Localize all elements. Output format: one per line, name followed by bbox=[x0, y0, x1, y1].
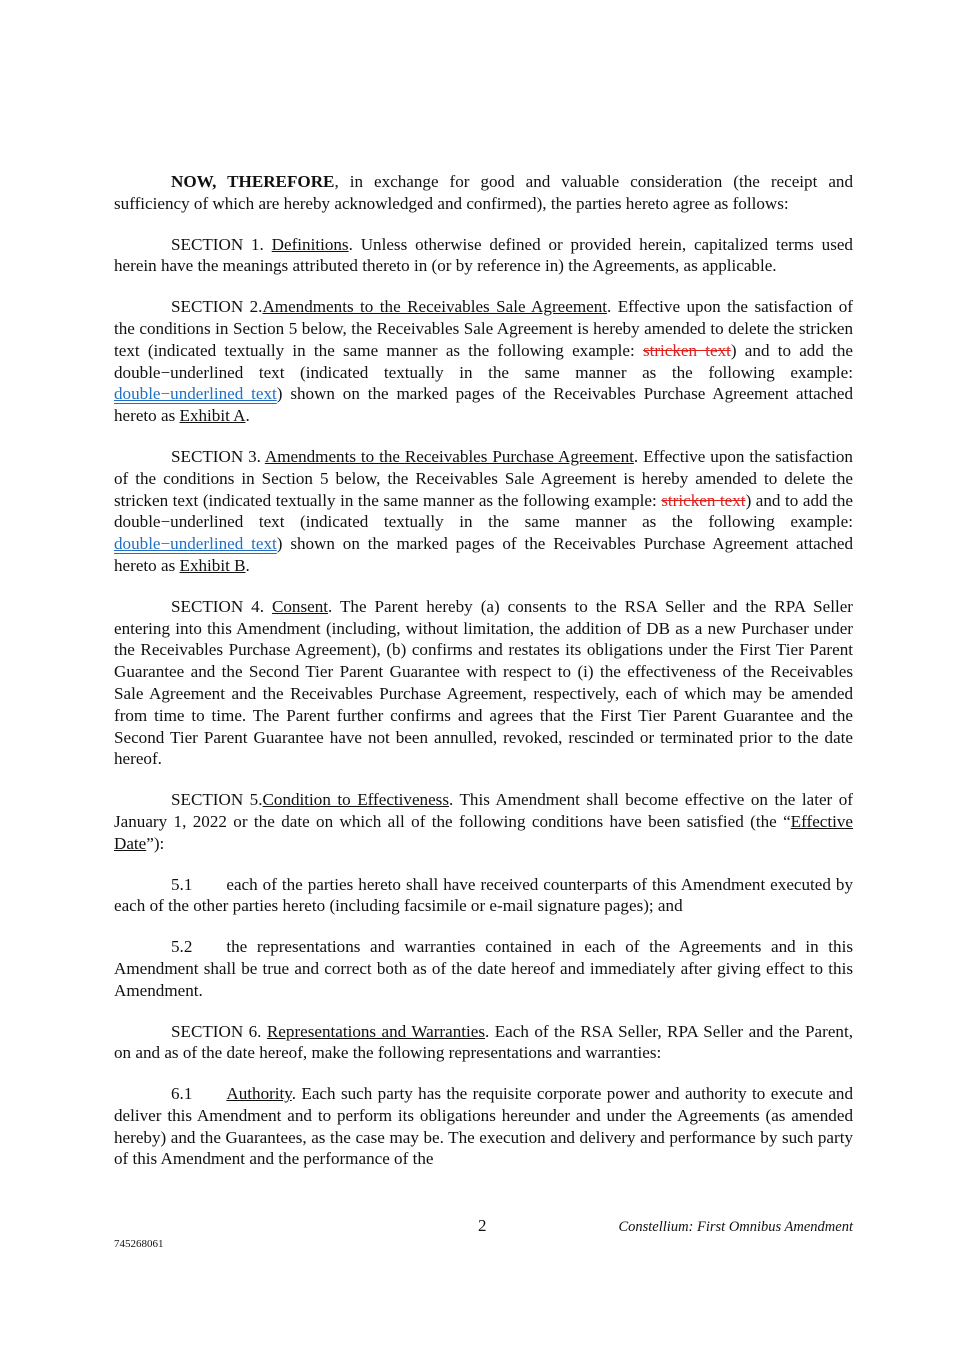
section-3-double-underline-example: double−underlined text bbox=[114, 534, 277, 554]
section-5-paragraph bbox=[114, 789, 853, 854]
section-6-paragraph bbox=[114, 1021, 853, 1065]
clause-5-1-text: each of the parties hereto shall have received counterparts of this Amendment executed by each of the other parties hereto (including facsimile or e-mail signature pages); and bbox=[114, 874, 853, 916]
section-3-heading: Amendments to the Receivables Purchase Agreement bbox=[264, 446, 634, 466]
section-2-text-3: ) shown on the marked pages of the Receivables Purchase Agreement attached hereto as bbox=[114, 384, 854, 426]
section-3-stricken-example: stricken text bbox=[661, 490, 746, 510]
section-5-text-2: ”): bbox=[146, 833, 165, 853]
clause-5-1-paragraph bbox=[114, 874, 853, 918]
section-5-text-1: . This Amendment shall become effective on the later of January 1, 2022 or the date on which all of the following conditions have been satisfied (the “ bbox=[114, 790, 853, 831]
section-3-text-3: ) shown on the marked pages of the Receivables Purchase Agreement attached hereto as bbox=[114, 534, 854, 575]
section-1-text: . Unless otherwise defined or provided herein, capitalized terms used herein have the meanings attributed thereto in (or by reference in) the Agreements, as applicable. bbox=[114, 234, 853, 276]
section-4-number: SECTION 4. bbox=[171, 596, 272, 616]
clause-5-1-number: 5.1 bbox=[171, 874, 193, 894]
section-2-stricken-example: stricken text bbox=[642, 340, 731, 360]
clause-5-2-number: 5.2 bbox=[171, 937, 193, 957]
section-4-text: . The Parent hereby (a) consents to the RSA Seller and the RPA Seller entering into this Amendment (including, without limitation, the addition of DB as a new Purchaser under the Receivables Purchase Agreement), (b) confirms and restates its obligations under the First Tier Parent Guarantee and the Second Tier Parent Guarantee with respect to (i) the effectiveness of the Receivables Sale Agreement and the Receivables Purchase Agreement, respectively, each of which may be amended from time to time. The Parent further confirms and agrees that the First Tier Parent Guarantee and the Second Tier Parent Guarantee have not been annulled, revoked, rescinded or terminated prior to the date hereof. bbox=[114, 596, 853, 769]
document-body bbox=[114, 171, 853, 1189]
section-4-paragraph bbox=[114, 596, 853, 770]
section-3-number: SECTION 3. bbox=[171, 446, 265, 466]
clause-5-2-paragraph bbox=[114, 936, 853, 1001]
section-6-heading: Representations and Warranties bbox=[266, 1021, 485, 1041]
section-2-text-2: ) and to add the double−underlined text (indicated textually in the same manner as the following example: bbox=[114, 340, 853, 382]
section-5-heading: Condition to Effectiveness bbox=[262, 790, 449, 810]
section-2-exhibit-reference: Exhibit A bbox=[179, 406, 246, 426]
section-2-heading: Amendments to the Receivables Sale Agreement bbox=[262, 297, 607, 317]
clause-6-1-number: 6.1 bbox=[171, 1084, 193, 1104]
clause-5-2-text: the representations and warranties contained in each of the Agreements and in this Amendment shall be true and correct both as of the date hereof and immediately after giving effect to this Amendment. bbox=[114, 937, 853, 1000]
clause-6-1-text: . Each such party has the requisite corporate power and authority to execute and deliver this Amendment and to perform its obligations hereunder and under the Agreements (as amended hereby) and the Guarantees, as the case may be. The execution and delivery and performance by such party of this Amendment and the performance of the bbox=[114, 1084, 853, 1169]
section-2-text-4: . bbox=[245, 406, 250, 426]
document-id: 745268061 bbox=[114, 1238, 164, 1250]
section-1-heading: Definitions bbox=[271, 234, 349, 254]
section-2-paragraph bbox=[114, 296, 853, 427]
section-1-number: SECTION 1. bbox=[171, 234, 272, 254]
preamble-text: , in exchange for good and valuable consideration (the receipt and sufficiency of which are hereby acknowledged and confirmed), the parties hereto agree as follows: bbox=[114, 172, 853, 213]
preamble-lead: NOW, THEREFORE bbox=[171, 172, 335, 191]
section-3-paragraph bbox=[114, 446, 853, 577]
section-5-defined-term: Effective Date bbox=[114, 811, 853, 853]
section-3-text-4: . bbox=[245, 555, 250, 575]
section-2-text-1: . Effective upon the satisfaction of the conditions in Section 5 below, the Receivables Sale Agreement is hereby amended to delete the stricken text (indicated textually in the same manner as the following example: bbox=[114, 297, 853, 360]
section-4-heading: Consent bbox=[271, 596, 329, 616]
section-1-paragraph bbox=[114, 234, 853, 278]
section-6-text: . Each of the RSA Seller, RPA Seller and the Parent, on and as of the date hereof, make the following representations and warranties: bbox=[114, 1021, 853, 1063]
section-2-number: SECTION 2. bbox=[171, 297, 263, 317]
section-2-double-underline-example: double−underlined text bbox=[114, 384, 277, 404]
page-number: 2 bbox=[478, 1216, 487, 1235]
section-6-number: SECTION 6. bbox=[171, 1021, 267, 1041]
clause-6-1-heading: Authority bbox=[226, 1084, 292, 1104]
section-3-text-2: ) and to add the double−underlined text (indicated textually in the same manner as the following example: bbox=[114, 490, 853, 532]
preamble-paragraph bbox=[114, 171, 853, 215]
section-3-exhibit-reference: Exhibit B bbox=[179, 555, 246, 575]
clause-6-1-paragraph bbox=[114, 1083, 853, 1170]
section-3-text-1: . Effective upon the satisfaction of the conditions in Section 5 below, the Receivables Sale Agreement is hereby amended to delete the stricken text (indicated textually in the same manner as the following example: bbox=[114, 446, 853, 510]
section-5-number: SECTION 5. bbox=[171, 790, 263, 810]
footer-document-title: Constellium: First Omnibus Amendment bbox=[618, 1219, 853, 1235]
